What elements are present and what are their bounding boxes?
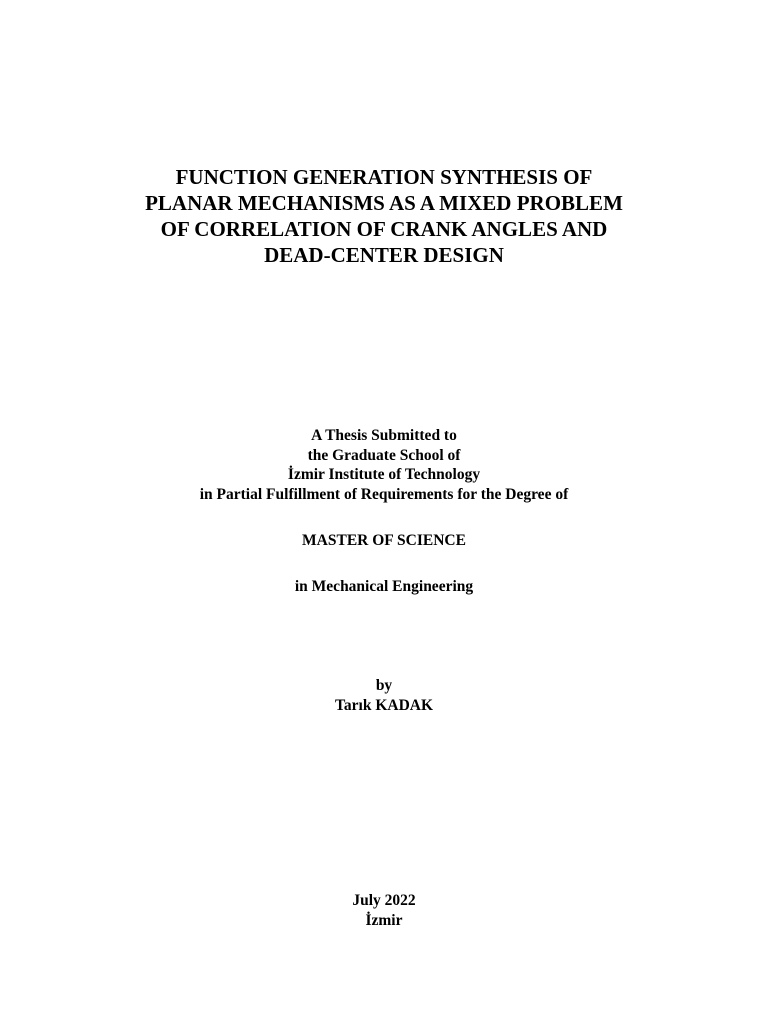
thesis-title (0, 164, 768, 268)
submission-statement (0, 426, 768, 504)
date-place-block (0, 891, 768, 930)
thesis-title-line-4: DEAD-CENTER DESIGN (264, 243, 504, 267)
author-name: Tarık KADAK (334, 696, 434, 714)
degree-name (0, 531, 768, 551)
submission-line-2: the Graduate School of (307, 446, 461, 464)
submission-line-3: İzmir Institute of Technology (287, 466, 481, 483)
thesis-title-line-2: PLANAR MECHANISMS AS A MIXED PROBLEM (145, 191, 623, 215)
degree-label: MASTER OF SCIENCE (302, 532, 466, 549)
department-label: in Mechanical Engineering (294, 578, 474, 595)
thesis-title-line-3: OF CORRELATION OF CRANK ANGLES AND (160, 217, 608, 241)
author-by-label: by (375, 677, 393, 694)
submission-line-4: in Partial Fulfillment of Requirements for the Degree of (199, 485, 569, 503)
submission-date: July 2022 (352, 892, 416, 909)
thesis-title-line-1: FUNCTION GENERATION SYNTHESIS OF (175, 165, 593, 189)
department-name (0, 577, 768, 597)
author-block (0, 676, 768, 715)
submission-line-1: A Thesis Submitted to (311, 427, 457, 444)
submission-place: İzmir (365, 911, 403, 929)
